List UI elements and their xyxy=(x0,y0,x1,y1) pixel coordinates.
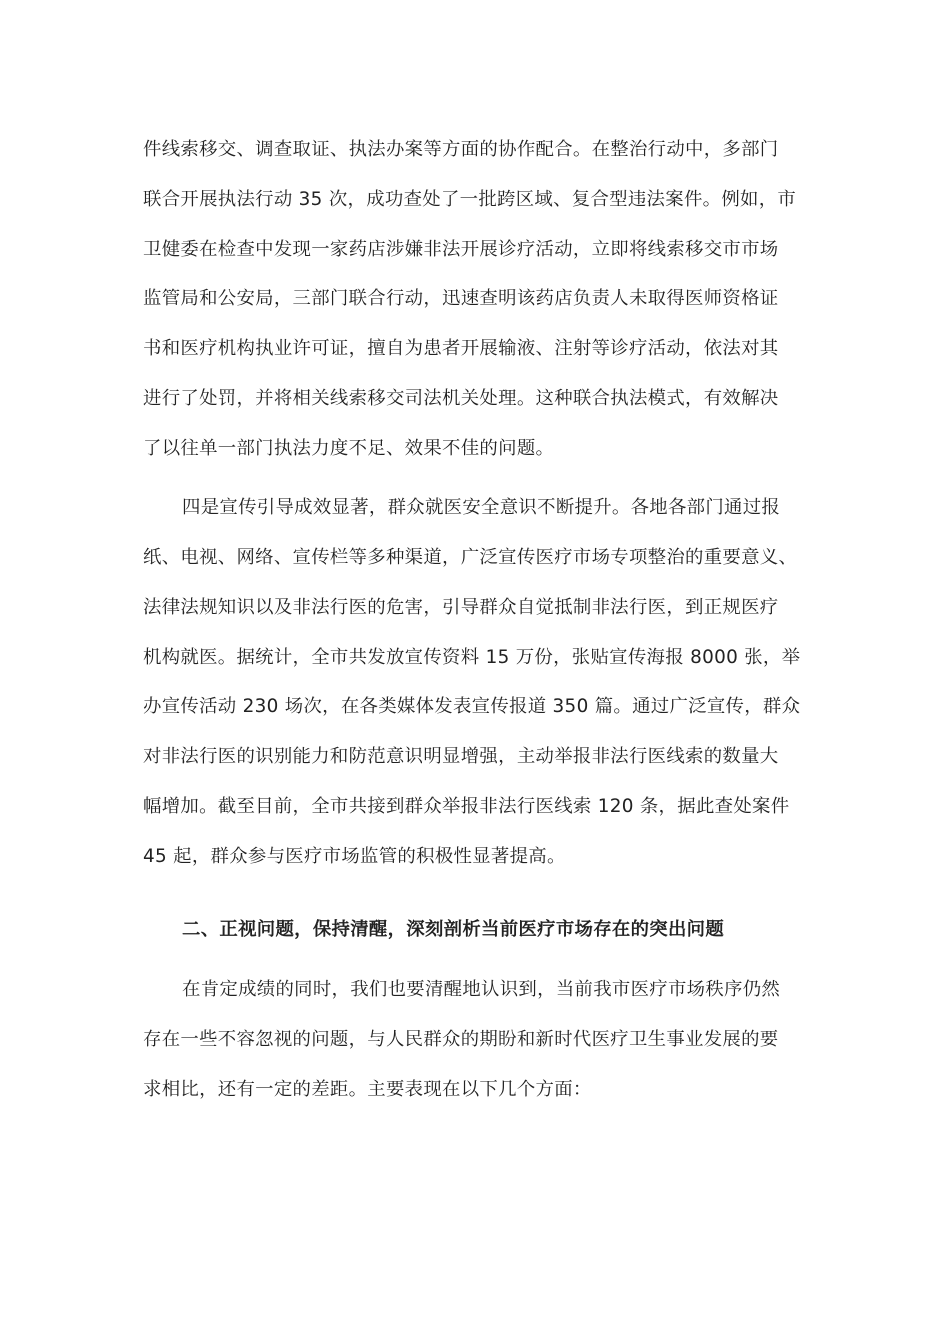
text-line: 求相比，还有一定的差距。主要表现在以下几个方面： xyxy=(143,1079,592,1100)
text-line: 了以往单一部门执法力度不足、效果不佳的问题。 xyxy=(143,438,555,459)
text-line: 四是宣传引导成效显著，群众就医安全意识不断提升。各地各部门通过报 xyxy=(182,497,781,518)
section-heading: 二、正视问题，保持清醒，深刻剖析当前医疗市场存在的突出问题 xyxy=(182,919,725,940)
text-line: 办宣传活动 230 场次，在各类媒体发表宣传报道 350 篇。通过广泛宣传，群众 xyxy=(143,696,801,717)
text-line: 对非法行医的识别能力和防范意识明显增强，主动举报非法行医线索的数量大 xyxy=(143,746,779,767)
text-line: 法律法规知识以及非法行医的危害，引导群众自觉抵制非法行医，到正规医疗 xyxy=(143,597,779,618)
text-line: 在肯定成绩的同时，我们也要清醒地认识到，当前我市医疗市场秩序仍然 xyxy=(182,979,781,1000)
text-line: 书和医疗机构执业许可证，擅自为患者开展输液、注射等诊疗活动，依法对其 xyxy=(143,338,779,359)
text-line: 件线索移交、调查取证、执法办案等方面的协作配合。在整治行动中，多部门 xyxy=(143,139,779,160)
text-line: 进行了处罚，并将相关线索移交司法机关处理。这种联合执法模式，有效解决 xyxy=(143,388,779,409)
text-line: 联合开展执法行动 35 次，成功查处了一批跨区域、复合型违法案件。例如，市 xyxy=(143,189,797,210)
text-line: 存在一些不容忽视的问题，与人民群众的期盼和新时代医疗卫生事业发展的要 xyxy=(143,1029,779,1050)
text-line: 纸、电视、网络、宣传栏等多种渠道，广泛宣传医疗市场专项整治的重要意义、 xyxy=(143,547,798,568)
text-line: 幅增加。截至目前，全市共接到群众举报非法行医线索 120 条，据此查处案件 xyxy=(143,796,790,817)
text-line: 监管局和公安局，三部门联合行动，迅速查明该药店负责人未取得医师资格证 xyxy=(143,288,779,309)
text-line: 45 起，群众参与医疗市场监管的积极性显著提高。 xyxy=(143,846,566,867)
text-line: 卫健委在检查中发现一家药店涉嫌非法开展诊疗活动，立即将线索移交市市场 xyxy=(143,239,779,260)
text-line: 机构就医。据统计，全市共发放宣传资料 15 万份，张贴宣传海报 8000 张，举 xyxy=(143,647,801,668)
